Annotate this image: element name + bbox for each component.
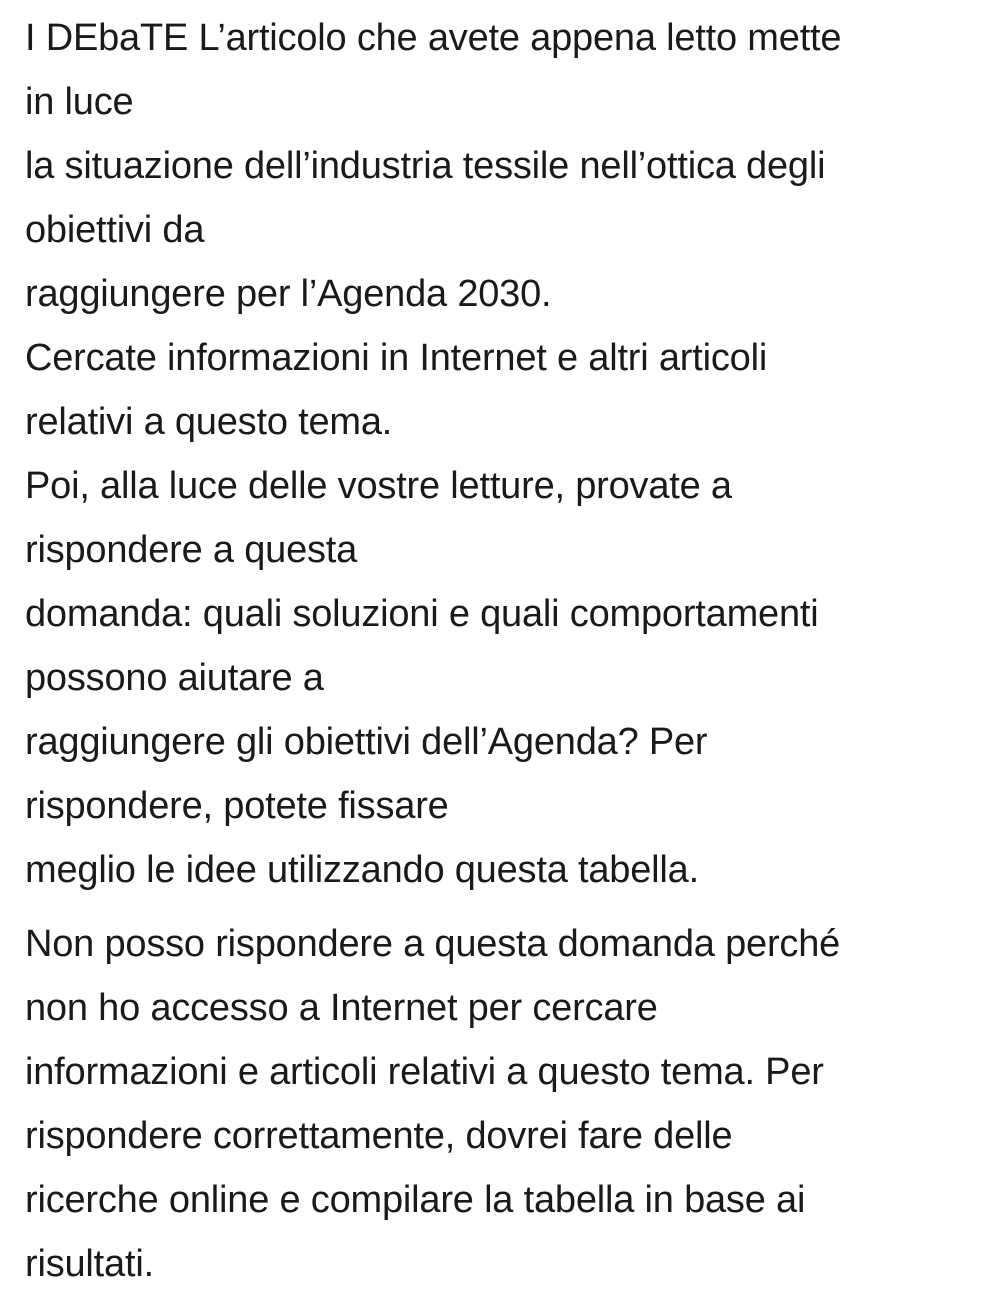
answer-line: rispondere correttamente, dovrei fare delle <box>25 1115 733 1157</box>
prompt-line: Cercate informazioni in Internet e altri articoli <box>25 337 768 379</box>
answer-text <box>25 912 995 1296</box>
prompt-line: obiettivi da <box>25 209 205 251</box>
prompt-line: possono aiutare a <box>25 657 324 699</box>
answer-line: non ho accesso a Internet per cercare <box>25 987 658 1029</box>
prompt-line: relativi a questo tema. <box>25 401 393 443</box>
document-page <box>25 0 995 1296</box>
prompt-line: in luce <box>25 81 134 123</box>
prompt-line: meglio le idee utilizzando questa tabella. <box>25 849 699 891</box>
prompt-line: la situazione dell’industria tessile nell’ottica degli <box>25 145 826 187</box>
answer-line: risultati. <box>25 1243 154 1285</box>
prompt-line: Poi, alla luce delle vostre letture, provate a <box>25 465 732 507</box>
prompt-line: raggiungere per l’Agenda 2030. <box>25 273 552 315</box>
answer-line: ricerche online e compilare la tabella in base ai <box>25 1179 806 1221</box>
prompt-line: rispondere a questa <box>25 529 358 571</box>
answer-line: informazioni e articoli relativi a questo tema. Per <box>25 1051 824 1093</box>
prompt-text <box>25 6 995 902</box>
prompt-line: I DEbaTE L’articolo che avete appena letto mette <box>25 17 842 59</box>
prompt-line: domanda: quali soluzioni e quali comportamenti <box>25 593 819 635</box>
answer-line: Non posso rispondere a questa domanda perché <box>25 923 841 965</box>
prompt-line: rispondere, potete fissare <box>25 785 449 827</box>
prompt-line: raggiungere gli obiettivi dell’Agenda? Per <box>25 721 708 763</box>
